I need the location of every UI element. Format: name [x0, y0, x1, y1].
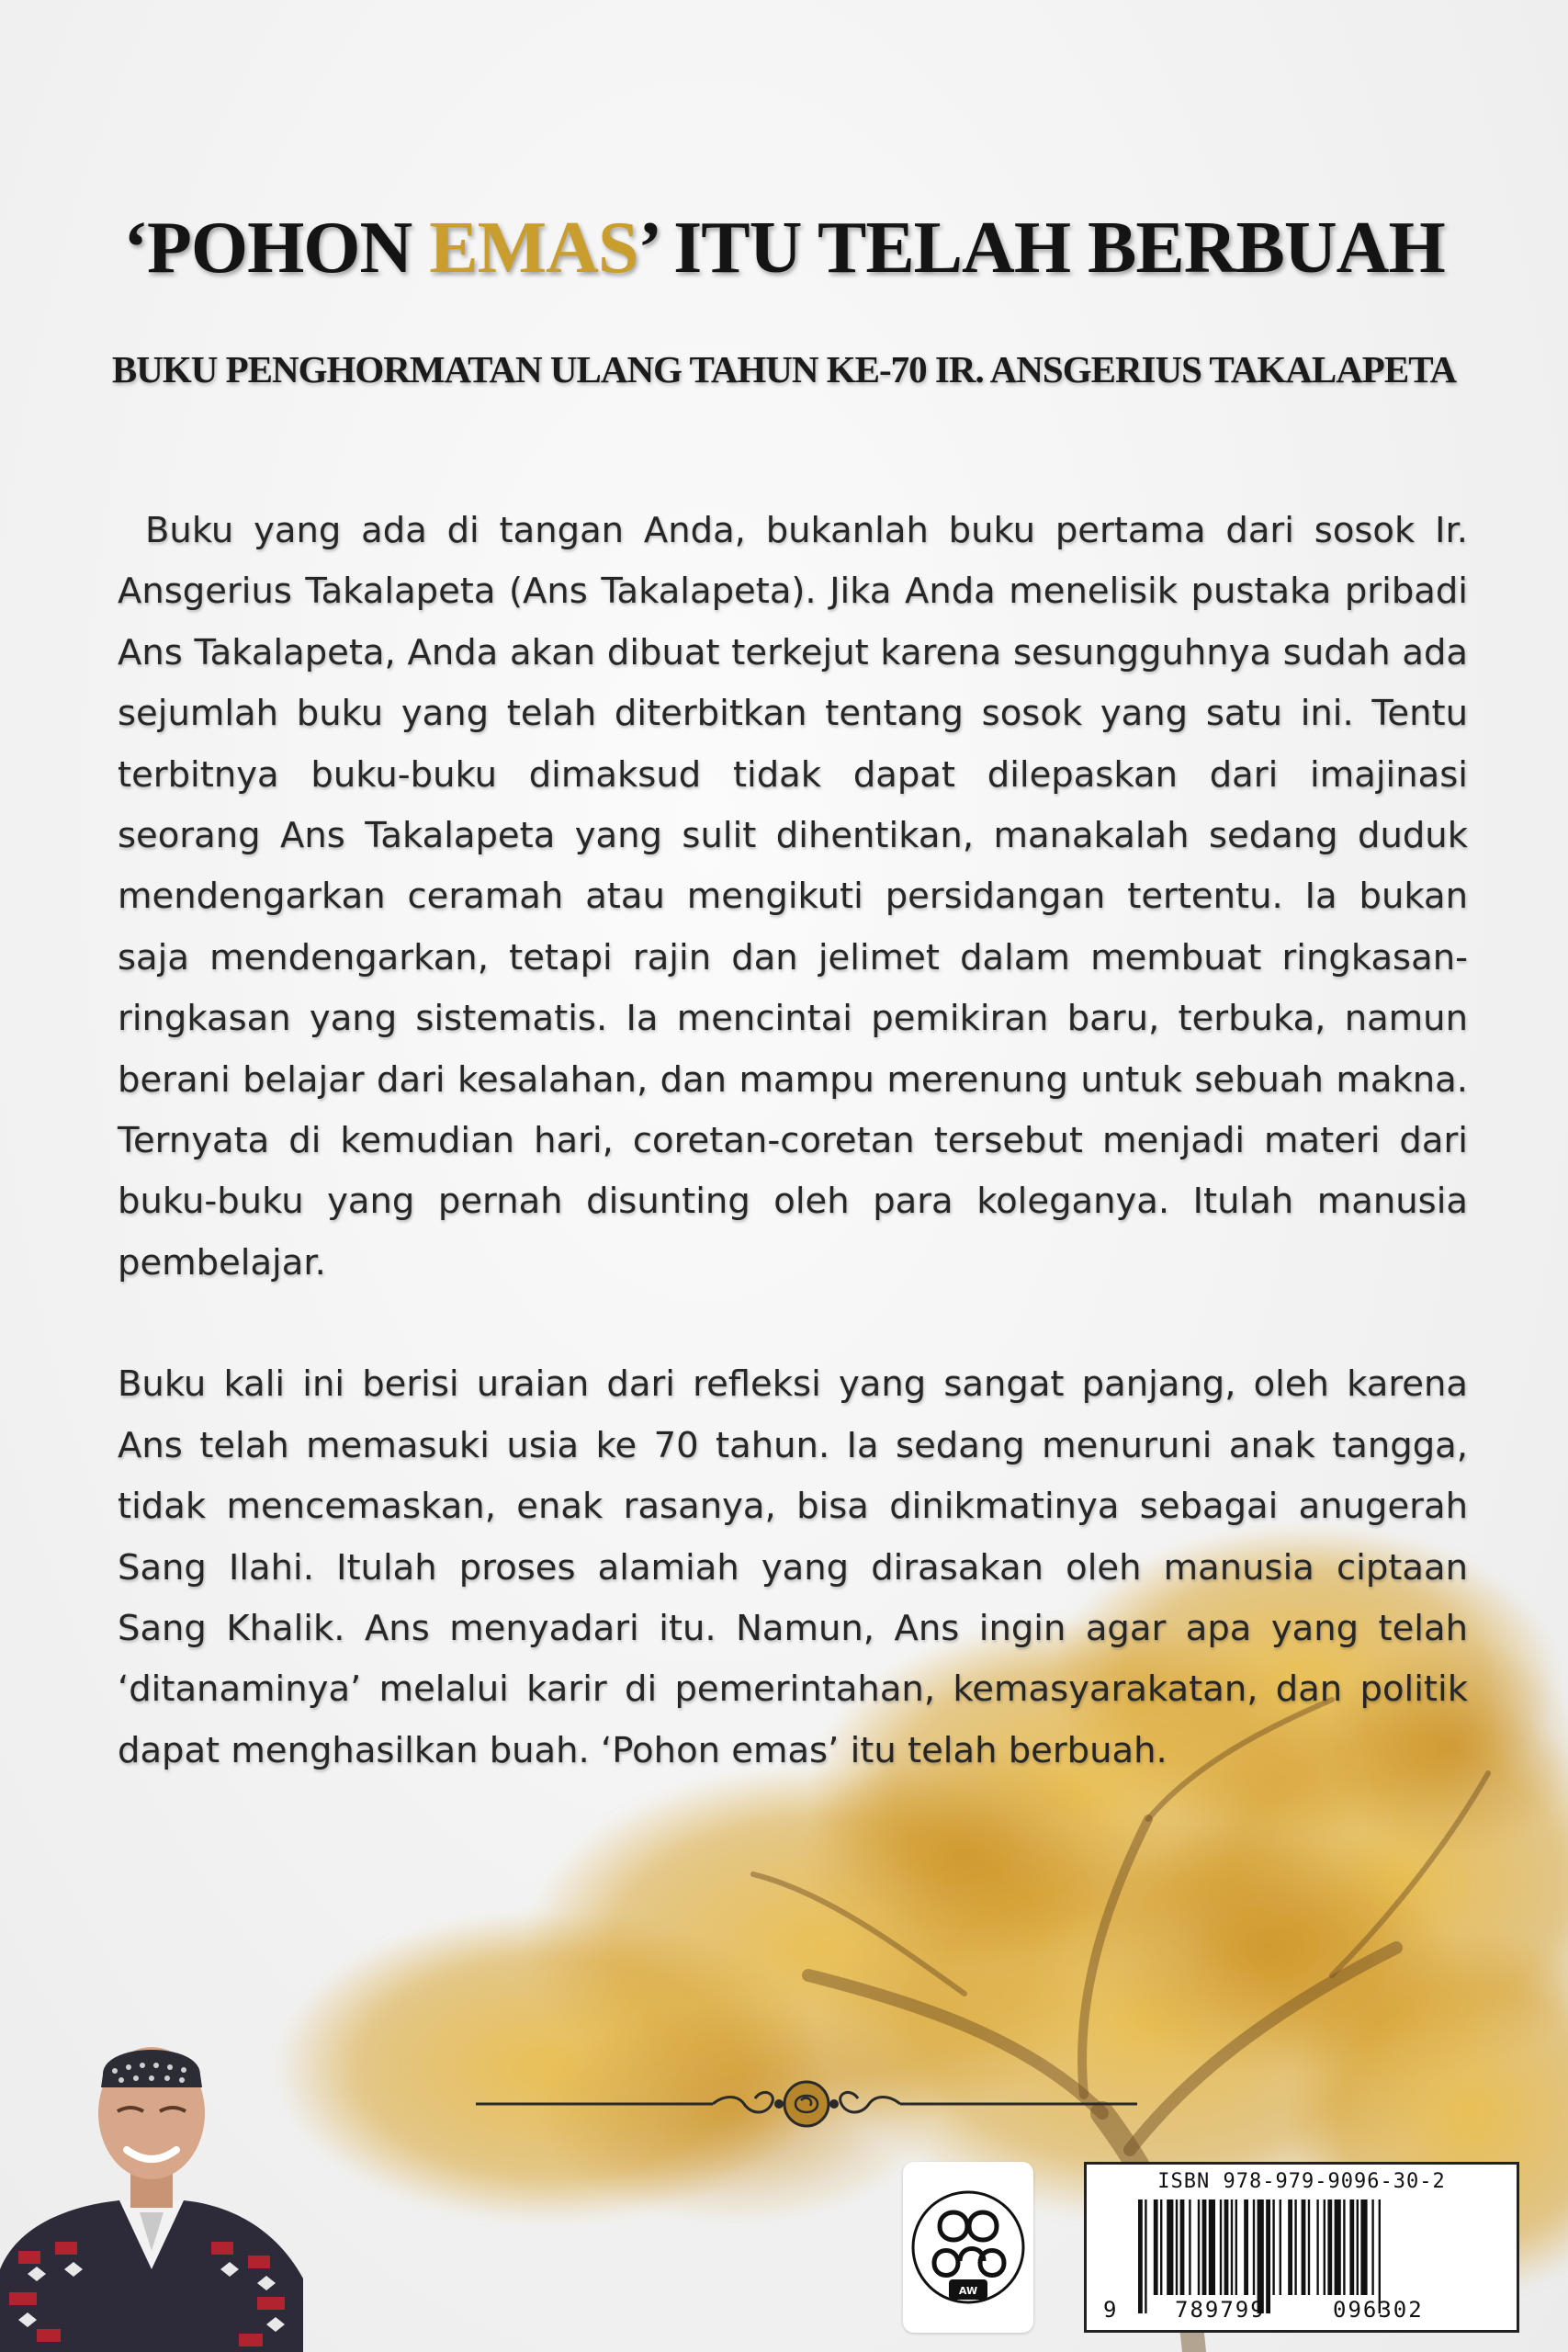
barcode-first-digit: 9: [1103, 2297, 1119, 2323]
blurb-paragraph-1: Buku yang ada di tangan Anda, bukanlah buku pertama dari sosok Ir. Ansgerius Takalapeta (Ans Takalapeta). Jika Anda menelisik pustaka pribadi Ans Takalapeta, Anda akan dibuat terkejut karena sesungguhnya sudah ada sejumlah buku yang telah diterbitkan tentang sosok yang satu ini. Tentu terbitnya buku-buku dimaksud tidak dapat dilepaskan dari imajinasi seorang Ans Takalapeta yang sulit dihentikan, manakalah sedang duduk mendengarkan ceramah atau mengikuti persidangan tertentu. Ia bukan saja mendengarkan, tetapi rajin dan jelimet dalam membuat ringkasan-ringkasan yang sistematis. Ia mencintai pemikiran baru, terbuka, namun berani belajar dari kesalahan, dan mampu merenung untuk sebuah makna. Ternyata di kemudian hari, coretan-coretan tersebut menjadi materi dari buku-buku yang pernah disunting oleh para koleganya. Itulah manusia pembelajar.: [118, 510, 1468, 1283]
title-part-1: ‘POHON: [123, 208, 430, 288]
blurb-text: [118, 501, 1468, 1781]
barcode-right-digits: 096302: [1333, 2297, 1424, 2323]
publisher-logo: [903, 2162, 1033, 2333]
ornament-divider-icon: [476, 2067, 1137, 2141]
publisher-logo-text: AW: [958, 2285, 978, 2297]
book-title: [0, 207, 1568, 290]
book-subtitle: BUKU PENGHORMATAN ULANG TAHUN KE-70 IR. ANSGERIUS TAKALAPETA: [111, 348, 1457, 390]
title-part-2: ’ ITU TELAH BERBUAH: [637, 208, 1445, 288]
barcode-left-digits: 789799: [1175, 2297, 1266, 2323]
isbn-barcode: [1084, 2162, 1519, 2333]
author-photo: [0, 1975, 303, 2352]
isbn-label: ISBN 978-979-9096-30-2: [1157, 2170, 1446, 2193]
publisher-logo-icon: [903, 2162, 1033, 2333]
blurb-paragraph-2: Buku kali ini berisi uraian dari refleksi yang sangat panjang, oleh karena Ans telah memasuki usia ke 70 tahun. Ia sedang menuruni anak tangga, tidak mencemaskan, enak rasanya, bisa dinikmatinya sebagai anugerah Sang Ilahi. Itulah proses alamiah yang dirasakan oleh manusia ciptaan Sang Khalik. Ans menyadari itu. Namun, Ans ingin agar apa yang telah ‘ditanaminya’ melalui karir di pemerintahan, kemasyarakatan, dan politik dapat menghasilkan buah. ‘Pohon emas’ itu telah berbuah.: [118, 1363, 1468, 1771]
title-accent-word: EMAS: [429, 208, 638, 288]
